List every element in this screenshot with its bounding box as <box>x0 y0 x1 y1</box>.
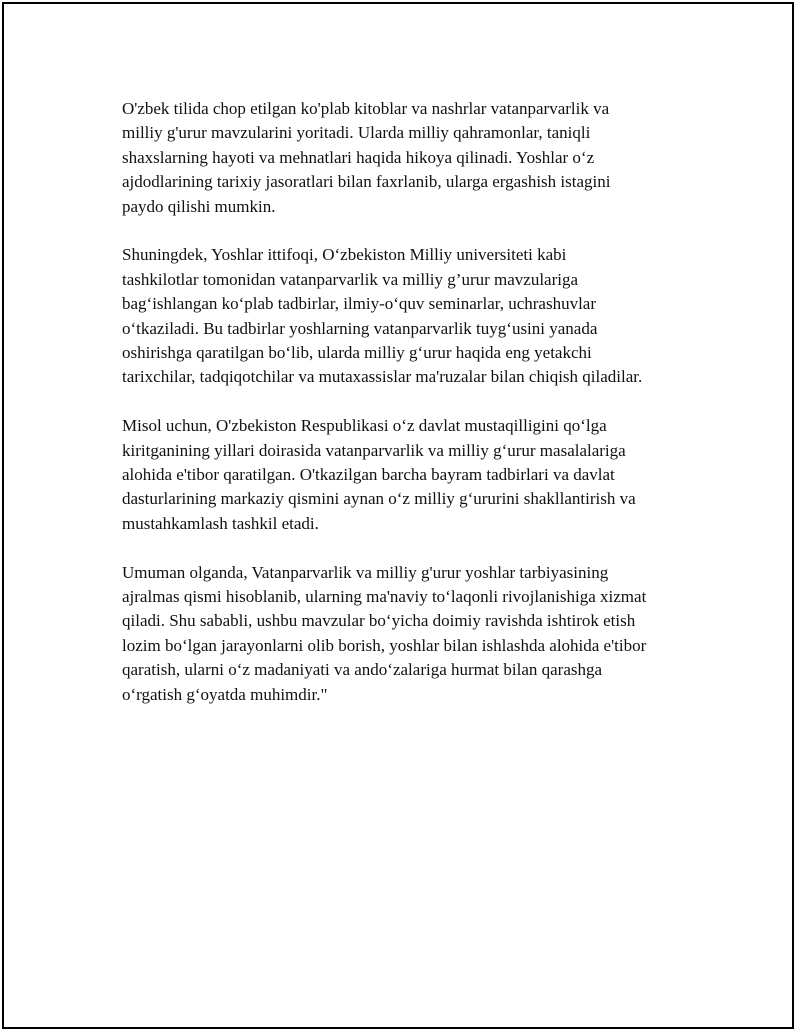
text-line: tarixchilar, tadqiqotchilar va mutaxassislar ma'ruzalar bilan chiqish qiladilar. <box>122 367 643 387</box>
text-line: alohida e'tibor qaratilgan. O'tkazilgan barcha bayram tadbirlari va davlat <box>122 465 615 485</box>
text-line: kiritganining yillari doirasida vatanparvarlik va milliy g‘urur masalalariga <box>122 440 626 460</box>
text-line: bag‘ishlangan ko‘plab tadbirlar, ilmiy-o‘quv seminarlar, uchrashuvlar <box>122 294 597 314</box>
text-line: ajralmas qismi hisoblanib, ularning ma'naviy to‘laqonli rivojlanishiga xizmat <box>122 587 647 607</box>
paragraph-2 <box>122 243 722 389</box>
text-line: shaxslarning hayoti va mehnatlari haqida hikoya qilinadi. Yoshlar o‘z <box>122 147 595 167</box>
document-body <box>122 97 722 732</box>
document-page <box>2 2 794 1029</box>
text-line: Misol uchun, O'zbekiston Respublikasi o‘z davlat mustaqilligini qo‘lga <box>122 416 607 436</box>
paragraph-4 <box>122 561 722 707</box>
paragraph-1 <box>122 97 722 219</box>
text-line: O'zbek tilida chop etilgan ko'plab kitoblar va nashrlar vatanparvarlik va <box>122 99 610 118</box>
text-line: mustahkamlash tashkil etadi. <box>122 513 319 533</box>
text-line: lozim bo‘lgan jarayonlarni olib borish, yoshlar bilan ishlashda alohida e'tibor <box>122 635 647 655</box>
text-line: qaratish, ularni o‘z madaniyati va ando‘zalariga hurmat bilan qarashga <box>122 660 603 680</box>
text-line: Shuningdek, Yoshlar ittifoqi, O‘zbekiston Milliy universiteti kabi <box>122 245 567 265</box>
text-line: Umuman olganda, Vatanparvarlik va milliy g'urur yoshlar tarbiyasining <box>122 562 609 582</box>
text-line: qiladi. Shu sababli, ushbu mavzular bo‘yicha doimiy ravishda ishtirok etish <box>122 611 636 631</box>
text-line: dasturlarining markaziy qismini aynan o‘z milliy g‘ururini shakllantirish va <box>122 489 636 509</box>
text-line: paydo qilishi mumkin. <box>122 196 276 216</box>
text-line: milliy g'urur mavzularini yoritadi. Ularda milliy qahramonlar, taniqli <box>122 123 591 143</box>
text-line: o‘rgatish g‘oyatda muhimdir." <box>122 684 328 704</box>
text-line: ajdodlarining tarixiy jasoratlari bilan faxrlanib, ularga ergashish istagini <box>122 172 611 192</box>
text-line: tashkilotlar tomonidan vatanparvarlik va milliy g’urur mavzulariga <box>122 269 579 289</box>
text-line: oshirishga qaratilgan bo‘lib, ularda milliy g‘urur haqida eng yetakchi <box>122 343 592 363</box>
paragraph-3 <box>122 414 722 536</box>
text-line: o‘tkaziladi. Bu tadbirlar yoshlarning vatanparvarlik tuyg‘usini yanada <box>122 318 598 338</box>
